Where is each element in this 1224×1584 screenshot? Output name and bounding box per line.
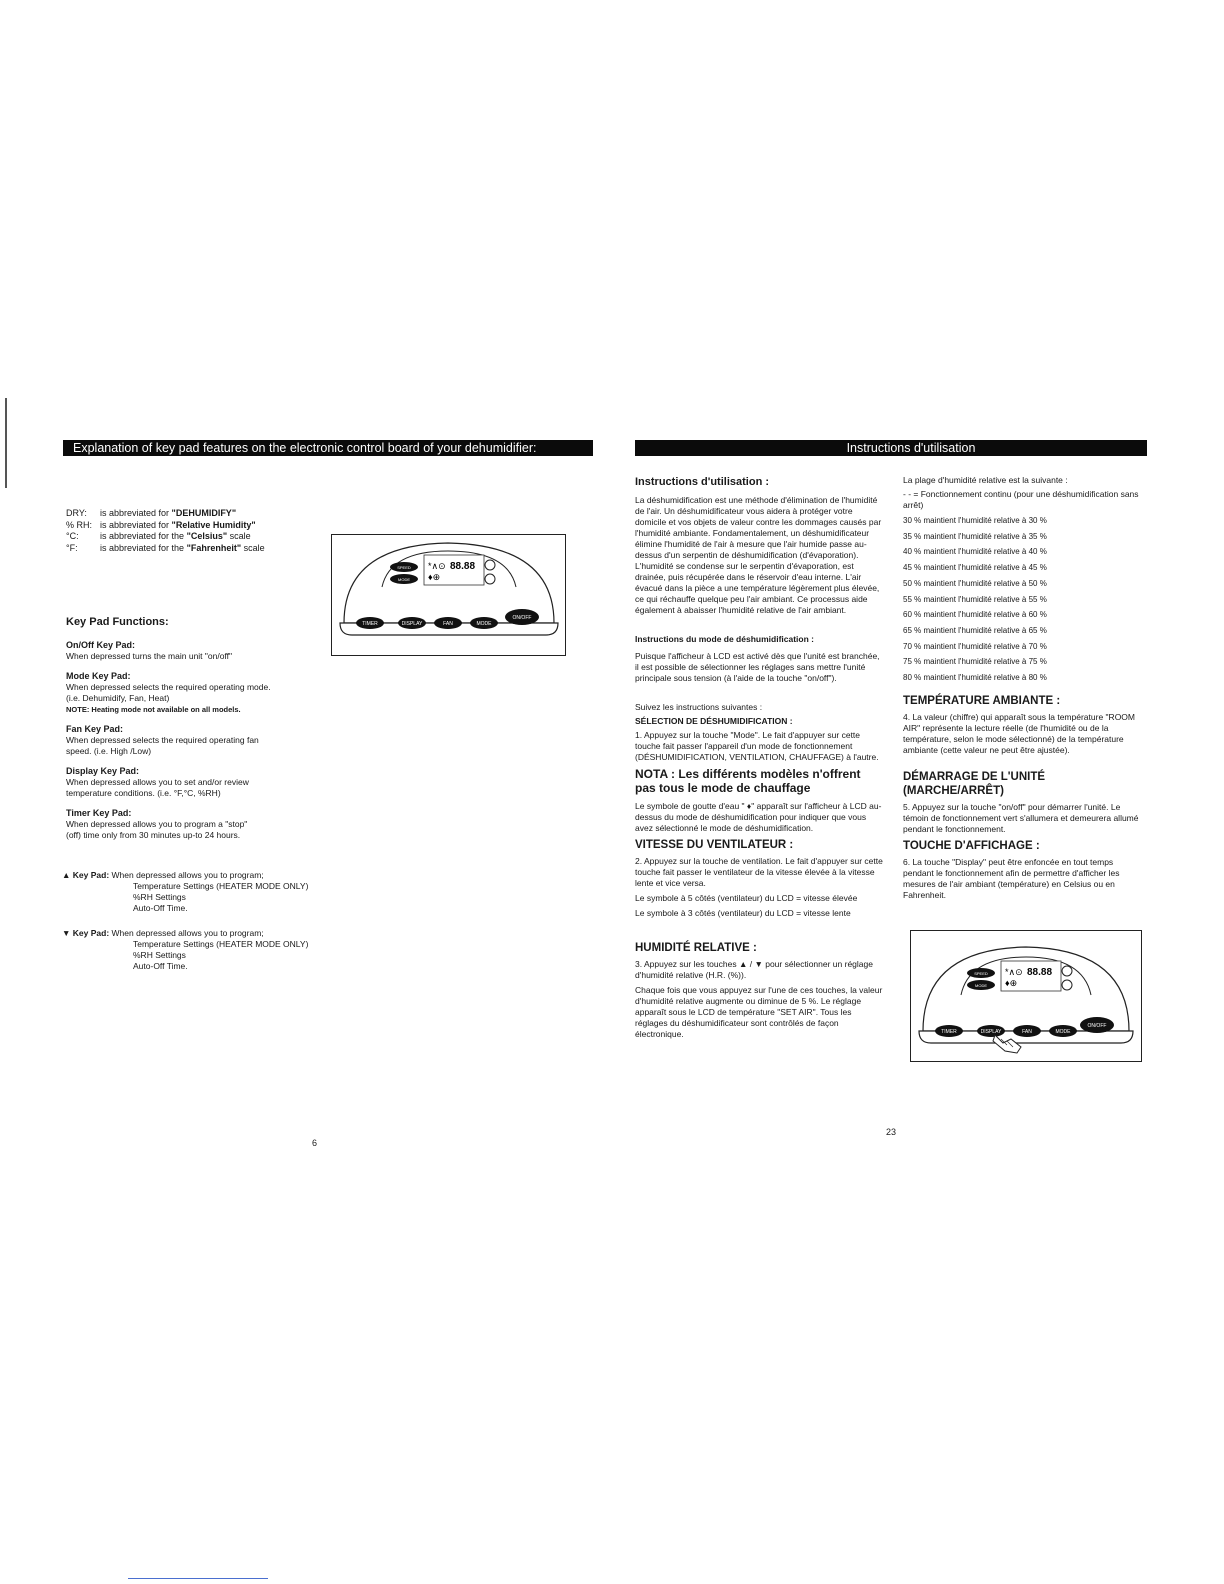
abbreviation-list <box>66 508 326 554</box>
control-panel-figure <box>331 534 566 656</box>
follow-text: Suivez les instructions suivantes : <box>635 702 763 712</box>
svg-text:MODE: MODE <box>1055 1029 1071 1035</box>
display-key-heading: TOUCHE D'AFFICHAGE : <box>903 839 1040 852</box>
mode-instructions-text: Puisque l'afficheur à LCD est activé dès que l'unité est branchée, il est possible de sélectionner les réglages sans mettre l'unité principale sous tension (à l'aide de la touche "on/off"). <box>635 651 880 683</box>
control-panel-illustration-right <box>911 931 1141 1061</box>
svg-text:MODE: MODE <box>476 621 492 627</box>
left-banner: Explanation of key pad features on the electronic control board of your dehumidifier: <box>63 440 593 456</box>
key-onoff: On/Off Key Pad: When depressed turns the main unit "on/off" <box>66 640 233 661</box>
lcd-icons: *∧⊙ <box>428 561 446 571</box>
fan-speed-heading: VITESSE DU VENTILATEUR : <box>635 839 794 851</box>
display-key-text: 6. La touche "Display" peut être enfoncée en tout temps pendant le fonctionnement afin de permettre d'afficher les mesures de l'air ambiant (température) en Celsius ou en Fahrenheit. <box>903 856 1120 900</box>
range-intro: La plage d'humidité relative est la suivante : <box>903 475 1068 485</box>
abbr-row: °C: is abbreviated for the "Celsius" scale <box>66 531 251 541</box>
svg-text:SPEED: SPEED <box>974 971 988 976</box>
bottom-rule <box>128 1578 268 1579</box>
control-panel-illustration <box>332 535 565 655</box>
room-temp-text: 4. La valeur (chiffre) qui apparaît sous la température "ROOM AIR" représente la lecture réelle (de l'humidité ou de la température, selon le mode sélectionné) de la température ambiante (cette valeur ne peut être ajustée). <box>903 711 1135 755</box>
key-display: Display Key Pad: When depressed allows you to set and/or review temperature conditions. (i.e. °F,°C, %RH) <box>66 766 249 798</box>
humidity-levels <box>903 513 1145 686</box>
keypad-functions-title: Key Pad Functions: <box>66 616 169 628</box>
continuous-text: - - = Fonctionnement continu (pour une déshumidification sans arrêt) <box>903 489 1139 510</box>
svg-text:TIMER: TIMER <box>941 1029 957 1035</box>
lcd-icons-row2: ♦⊕ <box>1005 978 1018 988</box>
fan-speed-text: 2. Appuyez sur la touche de ventilation. Le fait d'appuyer sur cette touche fait passer le ventilateur de la vitesse élevée à la vitesse lente et vice versa. <box>635 856 883 888</box>
humidity-text-1: 3. Appuyez sur les touches ▲ / ▼ pour sélectionner un réglage d'humidité relative (H.R. (%)). <box>635 959 873 980</box>
lcd-icons: *∧⊙ <box>1005 967 1023 977</box>
svg-text:FAN: FAN <box>1022 1029 1032 1035</box>
list-item: 70 % maintient l'humidité relative à 70 % <box>903 641 1047 651</box>
humidity-heading: HUMIDITÉ RELATIVE : <box>635 942 757 954</box>
instructions-title: Instructions d'utilisation : <box>635 476 770 488</box>
fan-low-text: Le symbole à 3 côtés (ventilateur) du LCD = vitesse lente <box>635 908 851 918</box>
svg-text:DISPLAY: DISPLAY <box>980 1029 1002 1035</box>
right-page-number: 23 <box>886 1127 897 1137</box>
right-column-1 <box>635 476 883 1040</box>
list-item: 65 % maintient l'humidité relative à 65 % <box>903 625 1047 635</box>
lcd-readout: 88.88 <box>450 561 476 572</box>
lcd-readout: 88.88 <box>1027 967 1053 978</box>
lcd-icons-row2: ♦⊕ <box>428 572 441 582</box>
key-mode: Mode Key Pad: When depressed selects the required operating mode. (i.e. Dehumidify, Fan, Heat) NOTE: Heating mode not available on all models. <box>66 671 271 714</box>
svg-text:DISPLAY: DISPLAY <box>401 621 423 627</box>
list-item: 55 % maintient l'humidité relative à 55 % <box>903 594 1047 604</box>
start-heading: DÉMARRAGE DE L'UNITÉ (MARCHE/ARRÊT) <box>903 770 1046 797</box>
abbr-row: DRY: is abbreviated for "DEHUMIDIFY" <box>66 508 237 518</box>
svg-text:ON/OFF: ON/OFF <box>512 615 532 621</box>
list-item: 80 % maintient l'humidité relative à 80 % <box>903 673 1047 683</box>
drop-text: Le symbole de goutte d'eau " ♦" apparaît sur l'afficheur à LCD au-dessus du mode de déshumidification pour indiquer que vous avez sélectionné le mode de déshumidification. <box>635 801 882 833</box>
list-item: 45 % maintient l'humidité relative à 45 % <box>903 563 1047 573</box>
key-list <box>66 640 326 850</box>
svg-text:MODE: MODE <box>975 983 987 988</box>
right-column-2 <box>903 475 1145 901</box>
nota-heading: NOTA : Les différents modèles n'offrent pas tous le mode de chauffage <box>635 767 861 795</box>
list-item: 50 % maintient l'humidité relative à 50 % <box>903 578 1047 588</box>
list-item: 35 % maintient l'humidité relative à 35 % <box>903 531 1047 541</box>
mode-instructions-title: Instructions du mode de déshumidification : <box>635 634 814 644</box>
svg-text:MODE: MODE <box>398 577 410 582</box>
key-timer: Timer Key Pad: When depressed allows you to program a "stop" (off) time only from 30 minutes up-to 24 hours. <box>66 808 248 840</box>
svg-text:SPEED: SPEED <box>397 565 411 570</box>
start-text: 5. Appuyez sur la touche "on/off" pour démarrer l'unité. Le témoin de fonctionnement vert s'allumera et demeurera allumé pendant le fonctionnement. <box>903 801 1139 834</box>
humidity-text-2: Chaque fois que vous appuyez sur l'une de ces touches, la valeur d'humidité relative augmente ou diminue de 5 %. Le réglage apparaît sous le LCD de température "SET AIR". Tous les réglages du déshumidificateur sont contrôlés de façon électronique. <box>635 985 883 1039</box>
selection-text: 1. Appuyez sur la touche "Mode". Le fait d'appuyer sur cette touche fait passer l'appareil d'un mode de fonctionnement (DÉSHUMIDIFICATION, VENTILATION, CHAUFFAGE) à l'autre. <box>635 730 879 762</box>
key-down: ▼ Key Pad: When depressed allows you to program; Temperature Settings (HEATER MODE ONLY) %RH Settings Auto-Off Time. <box>62 928 309 971</box>
intro-text: La déshumidification est une méthode d'élimination de l'humidité de l'air. Un déshumidificateur vous aidera à protéger votre domicile et vos objets de valeur contre les dommages causés par l'humidité ambiante. Fondamentalement, un déshumidificateur élimine l'humidité de l'air à mesure que l'air humide passe au-dessus d'un serpentin de déshumidification (d'évaporation). L'humidité se condense sur le serpentin d'évaporation, est drainée, puis récupérée dans le réservoir d'eau interne. L'air évacué dans la pièce a une température légèrement plus élevée, ce qui réchauffe quelque peu l'air ambiant. Ce processus aide également à abaisser l'humidité relative de l'air ambiant. <box>635 495 882 615</box>
list-item: 30 % maintient l'humidité relative à 30 % <box>903 516 1047 525</box>
svg-text:TIMER: TIMER <box>362 621 378 627</box>
left-binding-line <box>5 398 7 488</box>
list-item: 40 % maintient l'humidité relative à 40 % <box>903 547 1047 557</box>
list-item: 60 % maintient l'humidité relative à 60 % <box>903 610 1047 620</box>
key-up: ▲ Key Pad: When depressed allows you to program; Temperature Settings (HEATER MODE ONLY) %RH Settings Auto-Off Time. <box>62 870 309 913</box>
abbr-row: % RH: is abbreviated for "Relative Humidity" <box>66 519 256 530</box>
control-panel-figure-right <box>910 930 1142 1062</box>
abbr-row: °F: is abbreviated for the "Fahrenheit" scale <box>66 542 265 553</box>
left-page-number: 6 <box>312 1138 318 1148</box>
right-banner: Instructions d'utilisation <box>635 440 1147 456</box>
fan-high-text: Le symbole à 5 côtés (ventilateur) du LCD = vitesse élevée <box>635 893 858 903</box>
svg-text:FAN: FAN <box>443 621 453 627</box>
selection-title: SÉLECTION DE DÉSHUMIDIFICATION : <box>635 716 793 726</box>
room-temp-heading: TEMPÉRATURE AMBIANTE : <box>903 694 1061 707</box>
svg-text:ON/OFF: ON/OFF <box>1087 1023 1107 1029</box>
key-fan: Fan Key Pad: When depressed selects the required operating fan speed. (i.e. High /Low) <box>66 724 259 756</box>
list-item: 75 % maintient l'humidité relative à 75 % <box>903 657 1047 667</box>
